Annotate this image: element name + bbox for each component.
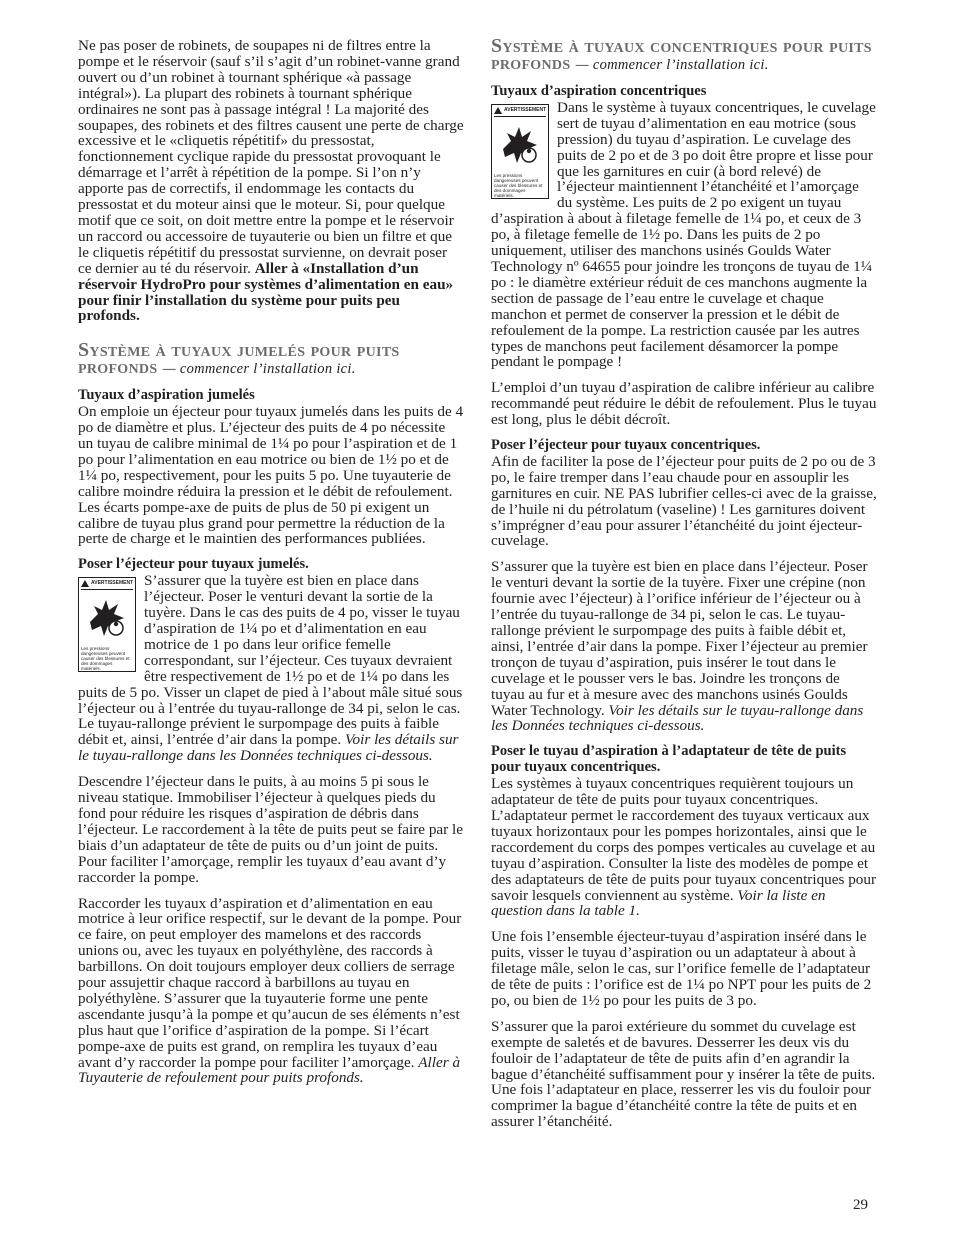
concentric-suction-text: Dans le système à tuyaux concentriques, le cuvelage sert de tuyau d’alimentation en eau motrice (sous pression) du tuyau d’aspiration. Le cuvelage des puits de 2 po et de 3 po doit être propre et lisse pour que les garnitures en cuir (à bord relevé) de l’éjecteur maintiennent l’étanchéité et l’amorçage du système. Les puits de 2 po exigent un tuyau d’aspiration à about à filetage femelle de 1¼ po, et ceux de 3 po, à filetage femelle de 1½ po. Dans les puits de 2 po uniquement, utiliser des manchons usinés Goulds Water Technology nº 64655 pour joindre les tronçons de tuyau de 1¼ po : le diamètre extérieur réduit de ces manchons augmente la section de passage de l’eau entre le cuvelage et chaque manchon et permet de conserver la pression et le débit de refoulement de la pompe. La restriction causée par les autres types de manchons peut facilement désamorcer la pompe pendant le pompage ! bbox=[491, 98, 876, 371]
warning-box: AVERTISSEMENT Les pressions dangereuses peuvent causer des blessures et des dommages matériels. bbox=[491, 104, 549, 199]
intro-paragraph: Ne pas poser de robinets, de soupapes ni de filtres entre la pompe et le réservoir (sauf s’il s’agit d’un robinet-vanne grand ouvert ou d’un robinet à tournant sphérique «à passage intégral»). La plupart des robinets à tournant sphérique ordinaires ne sont pas à passage intégral ! La majorité des soupapes, des robinets et des filtres causent une perte de charge excessive et le «cliquetis répétitif» du pressostat, fonctionnement cyclique rapide du pressostat provoquant le démarrage et l’arrêt à répétition de la pompe. Si l’on n’y apporte pas de correctifs, il endommage les contacts du pressostat et du moteur ainsi que le moteur. Si, pour quelque motif que ce soit, on doit mettre entre la pompe et le réservoir un raccord ou accessoire de tuyauterie ou bien un filtre et que le cliquetis répétitif du pressostat survienne, on devrait poser ce dernier au té du réservoir. Aller à «Installation d’un réservoir HydroPro pour systèmes d’alimentation en eau» pour finir l’installation du système pour puits peu profonds. bbox=[78, 37, 464, 325]
warning-box: AVERTISSEMENT Les pressions dangereuses peuvent causer des blessures et des dommages matériels. bbox=[78, 577, 136, 672]
concentric-suction-title: Tuyaux d’aspiration concentriques bbox=[491, 83, 707, 99]
explosion-hazard-icon bbox=[84, 592, 130, 644]
insert-paragraph: Une fois l’ensemble éjecteur-tuyau d’aspiration inséré dans le puits, visser le tuyau d’aspiration ou un adaptateur à about à filetage mâle, selon le cas, sur l’orifice femelle de l’adaptateur de tête de puits : l’orifice est de 1¼ po NPT pour les puits de 2 po, ou bien de 1½ po pour les puits de 3 po. bbox=[491, 928, 872, 1009]
twin-suction-text: On emploie un éjecteur pour tuyaux jumelés dans les puits de 4 po de diamètre et plus. L’éjecteur des puits de 4 po nécessite un tuyau de calibre minimal de 1¼ po pour l’aspiration et de 1 po pour l’alimentation en eau motrice ou bien de 1½ po et de 1¼ po, respectivement, pour les puits 5 po. Une tuyauterie de calibre moindre réduira la pression et le débit de refoulement. Les écarts pompe-axe de puits de plus de 50 pi exigent un calibre de tuyau plus grand pour permettre la réduction de la perte de charge et le maintien des performances publiées. bbox=[78, 403, 464, 548]
clean-paragraph: S’assurer que la paroi extérieure du sommet du cuvelage est exempte de saletés et de bavures. Desserrer les deux vis du fouloir de l’adaptateur de tête de puits afin d’en agrandir la bague d’étanchéité suffisamment pour y insérer la tête de puits. Une fois l’adaptateur en place, resserrer les vis du fouloir pour comprimer la bague d’étanchéité contre la tête de puits et en assurer l’étanchéité. bbox=[491, 1017, 876, 1131]
connect-paragraph: Raccorder les tuyaux d’aspiration et d’alimentation en eau motrice à leur orifice respectif, sur le devant de la pompe. Pour ce faire, on peut employer des mamelons et des raccords unions ou, avec les tuyaux en polyéthylène, des raccords à barbillons. On doit toujours employer deux colliers de serrage pour assujettir chaque raccord à barbillons au tuyau en polyéthylène. S’assurer que la tuyauterie forme une pente ascendante jusqu’à la pompe et qu’aucun de ses éléments n’est plus haut que l’orifice d’aspiration de la pompe. Si l’écart pompe-axe de puits est grand, on remplira les tuyaux d’eau avant d’y raccorder la pompe pour faciliter l’amorçage. Aller à Tuyauterie de refoulement pour puits profonds. bbox=[78, 894, 462, 1087]
warning-triangle-icon bbox=[81, 580, 89, 587]
twin-ejector-text: S’assurer que la tuyère est bien en place dans l’éjecteur. Poser le venturi devant la sortie de la tuyère. Dans le cas des puits de 4 po, visser le tuyau d’aspiration de 1¼ po et d’alimentation en eau motrice de 1 po dans leur orifice femelle correspondant, sur l’éjecteur. Ces tuyaux devraient être respectivement de 1½ po et de 1¼ po dans les puits de 5 po. Visser un clapet de pied à l’about mâle situé sous l’éjecteur ou à l’entrée du tuyau-rallonge de 34 pi, selon le cas. Le tuyau-rallonge prévient le surpompage des puits à faible débit et, ainsi, l’entrée d’air dans la pompe. Voir les détails sur le tuyau-rallonge dans les Données techniques ci-dessous. bbox=[78, 572, 463, 765]
nozzle-paragraph: S’assurer que la tuyère est bien en place dans l’éjecteur. Poser le venturi devant la sortie de la tuyère. Fixer une crépine (non fournie avec l’éjecteur) à l’orifice inférieur de l’éjecteur ou à l’entrée du tuyau-rallonge de 34 pi, selon le cas. Le tuyau-rallonge prévient le surpompage des puits à faible débit et, ainsi, l’entrée d’air dans la pompe. Fixer l’éjecteur au premier tronçon de tuyau d’aspiration, puis insérer le tout dans le cuvelage et le pousser vers le bas. Joindre les tronçons de tuyau au fur et à mesure avec des manchons usinés Goulds Water Technology. Voir les détails sur le tuyau-rallonge dans les Données techniques ci-dessous. bbox=[491, 558, 868, 735]
twin-suction-title: Tuyaux d’aspiration jumelés bbox=[78, 387, 255, 404]
concentric-pipe-heading: Système à tuyaux concentriques pour puits profonds — commencer l’installation ici. bbox=[491, 35, 872, 74]
warning-triangle-icon bbox=[494, 107, 502, 114]
twin-pipe-heading: Système à tuyaux jumelés pour puits profonds — commencer l’installation ici. bbox=[78, 339, 400, 379]
adapter-paragraph: Les systèmes à tuyaux concentriques requièrent toujours un adaptateur de tête de puits pour tuyaux concentriques. L’adaptateur permet le raccordement des tuyaux verticaux aux tuyaux horizontaux pour les pompes horizontales, ainsi que le raccordement du corps des pompes verticales au cuvelage et au tuyau d’aspiration. Consulter la liste des modèles de pompe et des adaptateurs de tête de puits pour tuyaux concentriques pour savoir lesquels conviennent au système. Voir la liste en question dans la table 1. bbox=[491, 775, 877, 920]
twin-ejector-title: Poser l’éjecteur pour tuyaux jumelés. bbox=[78, 556, 309, 573]
explosion-hazard-icon bbox=[497, 119, 543, 171]
caliber-paragraph: L’emploi d’un tuyau d’aspiration de calibre inférieur au calibre recommandé peut réduire le débit de refoulement. Plus le tuyau est long, plus le débit décroît. bbox=[491, 379, 877, 429]
right-column bbox=[491, 35, 877, 1140]
adapter-title: Poser le tuyau d’aspiration à l’adaptateur de tête de puits pour tuyaux concentriques. bbox=[491, 743, 847, 776]
concentric-ejector-text: Afin de faciliter la pose de l’éjecteur pour puits de 2 po ou de 3 po, le faire tremper dans l’eau chaude pour en assouplir les garnitures en cuir. NE PAS lubrifier celles-ci avec de la graisse, de l’huile ni du pétrolatum (vaseline) ! Les garnitures doivent s’imprégner d’eau pour assurer l’étanchéité du joint éjecteur-cuvelage. bbox=[491, 452, 877, 550]
left-column bbox=[78, 38, 464, 1096]
intro-bold-link: Aller à «Installation d’un réservoir HydroPro pour systèmes d’alimentation en eau» pour finir l’installation du système pour puits peu profonds. bbox=[78, 259, 454, 325]
page-number: 29 bbox=[853, 1197, 868, 1213]
concentric-ejector-title: Poser l’éjecteur pour tuyaux concentriques. bbox=[491, 437, 761, 454]
descend-paragraph: Descendre l’éjecteur dans le puits, à au moins 5 pi sous le niveau statique. Immobiliser l’éjecteur à quelques pieds du fond pour réduire les risques d’aspiration de débris dans l’éjecteur. Le raccordement à la tête de puits peut se faire par le biais d’un adaptateur de tête de puits ou d’un joint de puits. Pour faciliter l’amorçage, remplir les tuyaux d’eau avant d’y raccorder la pompe. bbox=[78, 773, 463, 886]
